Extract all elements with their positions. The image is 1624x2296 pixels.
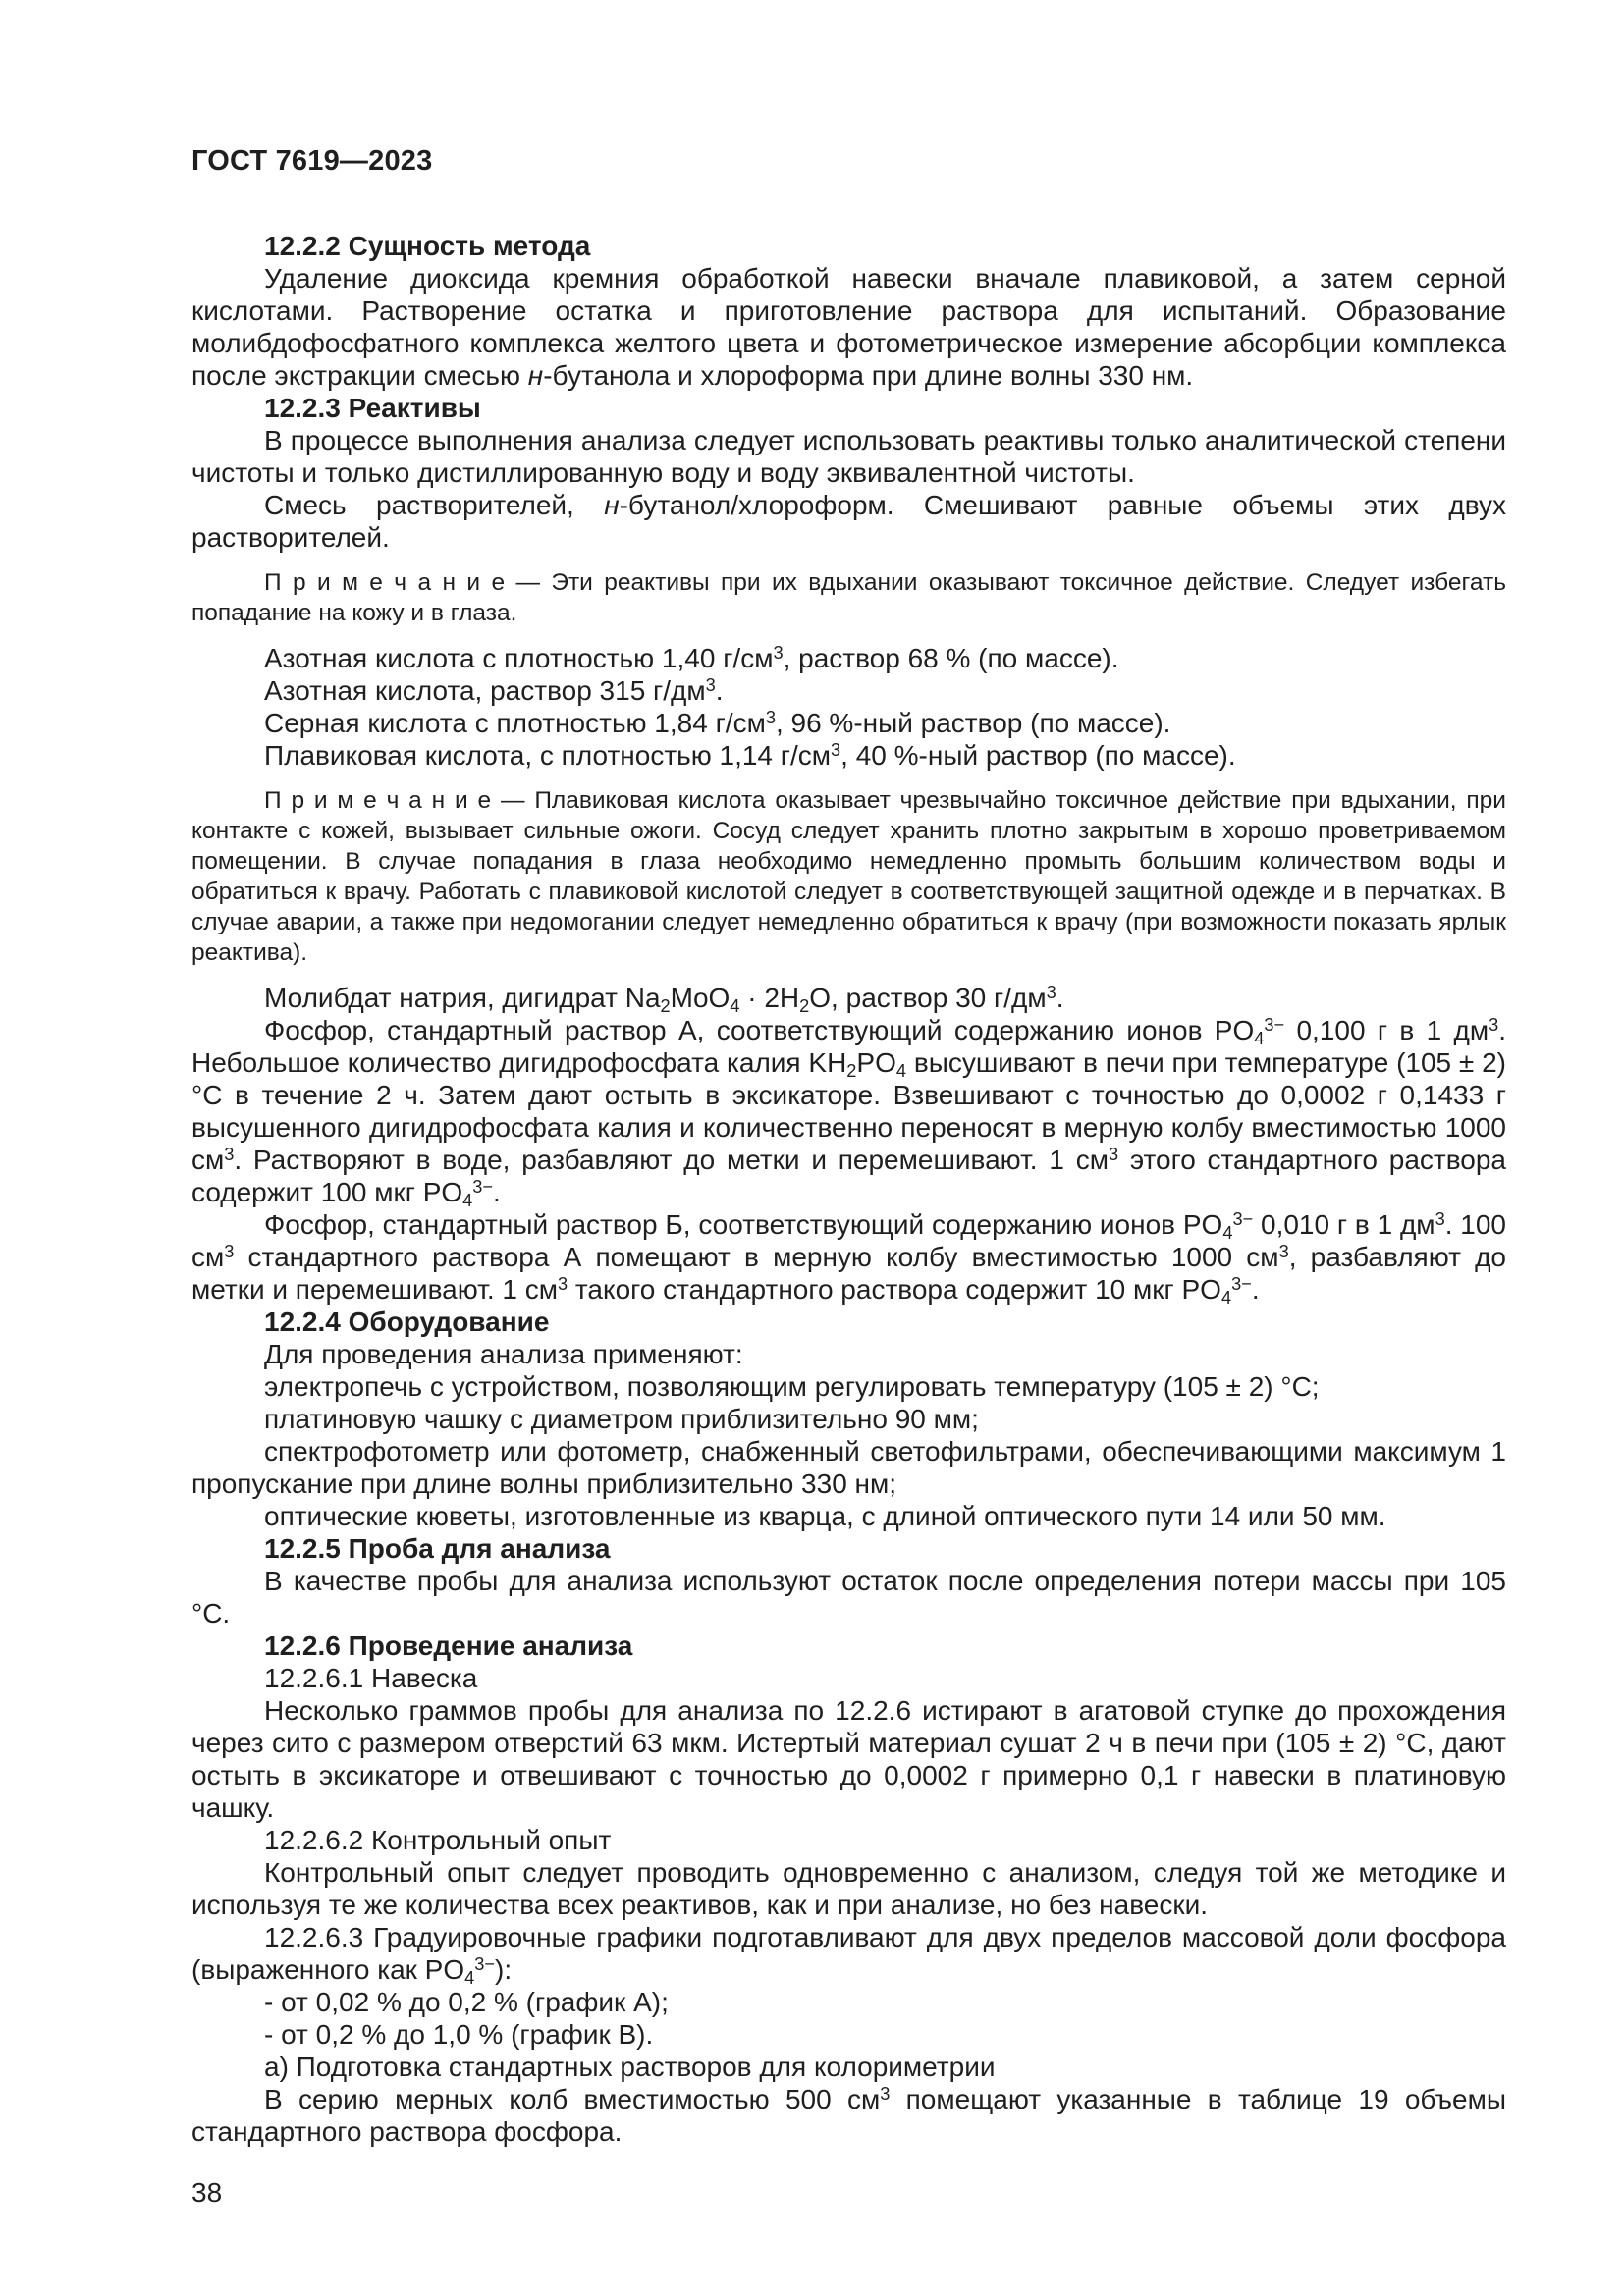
paragraph: [191, 1014, 1506, 1208]
text-run: Азотная кислота с плотностью 1,40 г/см: [264, 643, 774, 673]
paragraph: [191, 707, 1506, 739]
text-run: . Небольшое количество дигидрофосфата калия KH: [191, 1015, 1506, 1078]
paragraph: [191, 1824, 1506, 1856]
text-run: Серная кислота с плотностью 1,84 г/см: [264, 708, 766, 738]
text-run: 3−: [1232, 1208, 1254, 1229]
text-run: 4: [895, 1060, 907, 1081]
text-run: П р и м е ч а н и е — Плавиковая кислота оказывает чрезвычайно токсичное действие при вдыхании, при контакте с кожей, вызывает сильные ожоги. Сосуд следует хранить плотно закрытым в хорошо проветриваемом помещении. В случае попадания в глаза необходимо немедленно промыть большим количеством воды и обратиться к врачу. Работать с плавиковой кислотой следует в соответствующей защитной одежде и в перчатках. В случае аварии, а также при недомогании следует немедленно обратиться к врачу (при возможности показать ярлык реактива).: [191, 787, 1506, 966]
text-run: 3−: [1264, 1014, 1285, 1035]
text-run: 3: [1108, 1144, 1119, 1164]
text-run: электропечь с устройством, позволяющим регулировать температуру (105 ± 2) °С;: [264, 1371, 1320, 1402]
text-run: 3: [224, 1144, 235, 1164]
section-heading: [191, 1629, 1506, 1662]
text-run: 3−: [474, 1953, 496, 1974]
text-run: . 100 см: [191, 1209, 1506, 1272]
text-run: 12.2.3 Реактивы: [264, 393, 481, 423]
text-run: Молибдат натрия, дигидрат Na: [264, 983, 661, 1013]
text-run: П р и м е ч а н и е — Эти реактивы при их вдыхании оказывают токсичное действие. Следует избегать попадание на кожу и в глаза.: [191, 569, 1506, 626]
text-run: 3: [765, 707, 776, 727]
paragraph: [191, 982, 1506, 1014]
text-run: 3: [1278, 1241, 1289, 1261]
paragraph: [191, 1500, 1506, 1532]
text-run: .: [493, 1177, 501, 1207]
text-run: 3: [558, 1273, 568, 1294]
paragraph: [191, 1856, 1506, 1921]
paragraph: [191, 739, 1506, 772]
section-heading: [191, 392, 1506, 424]
text-run: В качестве пробы для анализа используют остаток после определения потери массы при 105 °С.: [191, 1566, 1506, 1629]
paragraph: [191, 1662, 1506, 1694]
text-run: Азотная кислота, раствор 315 г/дм: [264, 675, 706, 706]
text-run: 0,100 г в 1 дм: [1284, 1015, 1489, 1045]
text-run: 3: [773, 642, 784, 663]
paragraph: [191, 2051, 1506, 2083]
text-run: В процессе выполнения анализа следует использовать реактивы только аналитической степени чистоты и только дистиллированную воду и воду эквивалентной чистоты.: [191, 425, 1506, 488]
text-run: 4: [464, 1967, 475, 1988]
text-run: , разбавляют до метки и перемешивают. 1 см: [191, 1242, 1506, 1305]
paragraph: [191, 2083, 1506, 2148]
text-run: 12.2.6 Проведение анализа: [264, 1630, 633, 1661]
text-run: ):: [495, 1954, 513, 1985]
text-run: 2: [846, 1060, 857, 1081]
text-run: - от 0,02 % до 0,2 % (график А);: [264, 1987, 669, 2017]
text-run: оптические кюветы, изготовленные из кварца, с длиной оптического пути 14 или 50 мм.: [264, 1501, 1386, 1531]
text-run: .: [1251, 1274, 1260, 1305]
text-run: 12.2.2 Сущность метода: [264, 231, 591, 261]
text-run: 4: [462, 1190, 473, 1210]
text-run: н: [604, 490, 620, 520]
text-run: PO: [856, 1047, 896, 1078]
text-run: стандартного раствора А помещают в мерную колбу вместимостью 1000 см: [234, 1242, 1279, 1272]
paragraph: [191, 1338, 1506, 1370]
paragraph: [191, 2018, 1506, 2051]
text-run: .: [715, 675, 724, 706]
text-run: 3: [880, 2083, 891, 2104]
text-run: 3: [705, 674, 716, 695]
text-run: 12.2.4 Оборудование: [264, 1307, 550, 1337]
text-run: 12.2.6.1 Навеска: [264, 1663, 478, 1693]
text-run: помещают указанные в таблице 19 объемы стандартного раствора фосфора.: [191, 2084, 1506, 2147]
text-run: спектрофотометр или фотометр, снабженный светофильтрами, обеспечивающими максимум 1 пропускание при длине волны приблизительно 330 нм;: [191, 1436, 1506, 1499]
text-run: этого стандартного раствора содержит 100 мкг PO: [191, 1145, 1507, 1207]
text-run: -бутанола и хлороформа при длине волны 330 нм.: [543, 360, 1194, 391]
text-run: Фосфор, стандартный раствор А, соответствующий содержанию ионов PO: [264, 1015, 1255, 1045]
text-run: 12.2.6.2 Контрольный опыт: [264, 1825, 612, 1855]
text-run: .: [1056, 983, 1064, 1013]
paragraph: [191, 1208, 1506, 1306]
text-run: , 96 %-ный раствор (по массе).: [775, 708, 1171, 738]
text-run: Удаление диоксида кремния обработкой навески вначале плавиковой, а затем серной кислотами. Растворение остатка и приготовление раствора для испытаний. Образование молибдофосфатного комплекса желтого цвета и фотометрическое измерение абсорбции комплекса после экстракции смесью: [191, 263, 1506, 391]
text-run: 2: [660, 995, 671, 1016]
text-run: 3: [224, 1241, 235, 1261]
section-heading: [191, 230, 1506, 262]
text-run: · 2H: [739, 983, 800, 1013]
text-run: а) Подготовка стандартных растворов для колориметрии: [264, 2052, 996, 2082]
text-run: 12.2.6.3 Градуировочные графики подготавливают для двух пределов массовой доли фосфора (выраженного как PO: [191, 1922, 1506, 1985]
document-header: ГОСТ 7619—2023: [191, 145, 433, 177]
text-run: Смесь растворителей,: [264, 490, 605, 520]
paragraph: [191, 1986, 1506, 2018]
text-run: 3−: [472, 1176, 494, 1197]
paragraph: [191, 489, 1506, 554]
text-run: - от 0,2 % до 1,0 % (график В).: [264, 2019, 654, 2050]
text-run: такого стандартного раствора содержит 10 мкг PO: [568, 1274, 1221, 1305]
paragraph: [191, 1403, 1506, 1435]
text-run: 0,010 г в 1 дм: [1253, 1209, 1435, 1240]
text-run: 4: [1222, 1222, 1233, 1243]
text-run: O, раствор 30 г/дм: [809, 983, 1047, 1013]
text-run: Плавиковая кислота, с плотностью 1,14 г/см: [264, 740, 832, 771]
page-number: 38: [191, 2177, 223, 2208]
text-run: . Растворяют в воде, разбавляют до метки и перемешивают. 1 см: [234, 1145, 1109, 1175]
text-run: 4: [1254, 1028, 1265, 1048]
text-run: н: [527, 360, 544, 391]
text-run: -бутанол/хлороформ. Смешивают равные объемы этих двух растворителей.: [191, 490, 1506, 553]
text-run: 12.2.5 Проба для анализа: [264, 1533, 611, 1564]
text-run: Фосфор, стандартный раствор Б, соответствующий содержанию ионов PO: [264, 1209, 1223, 1240]
text-run: 3−: [1231, 1273, 1252, 1294]
text-run: 3: [831, 739, 841, 760]
paragraph: [191, 1565, 1506, 1629]
paragraph: [191, 424, 1506, 489]
section-heading: [191, 1306, 1506, 1338]
paragraph: [191, 1435, 1506, 1500]
text-run: , раствор 68 % (по массе).: [783, 643, 1119, 673]
document-body: [191, 230, 1506, 2148]
paragraph: [191, 1694, 1506, 1824]
text-run: 2: [799, 995, 810, 1016]
text-run: , 40 %-ный раствор (по массе).: [840, 740, 1236, 771]
text-run: 3: [1435, 1208, 1445, 1229]
text-run: В серию мерных колб вместимостью 500 см: [264, 2084, 881, 2114]
text-run: MoO: [670, 983, 731, 1013]
text-run: платиновую чашку с диаметром приблизительно 90 мм;: [264, 1404, 979, 1434]
paragraph: [191, 642, 1506, 674]
text-run: Для проведения анализа применяют:: [264, 1339, 743, 1369]
note-paragraph: [191, 785, 1506, 968]
text-run: Контрольный опыт следует проводить одновременно с анализом, следуя той же методике и используя те же количества всех реактивов, как и при анализе, но без навески.: [191, 1857, 1506, 1920]
text-run: 3: [1046, 982, 1056, 1002]
paragraph: [191, 262, 1506, 392]
text-run: высушивают в печи при температуре (105 ± 2) °С в течение 2 ч. Затем дают остыть в эксикаторе. Взвешивают с точностью до 0,0002 г 0,1433 г высушенного дигидрофосфата калия и количественно переносят в мерную колбу вместимостью 1000 см: [191, 1047, 1506, 1175]
section-heading: [191, 1532, 1506, 1565]
paragraph: [191, 674, 1506, 707]
text-run: Несколько граммов пробы для анализа по 12.2.6 истирают в агатовой ступке до прохождения через сито с размером отверстий 63 мкм. Истертый материал сушат 2 ч в печи при (105 ± 2) °С, дают остыть в эксикаторе и отвешивают с точностью до 0,0002 г примерно 0,1 г навески в платиновую чашку.: [191, 1695, 1506, 1823]
paragraph: [191, 1370, 1506, 1403]
note-paragraph: [191, 567, 1506, 628]
text-run: 4: [1220, 1287, 1232, 1308]
text-run: 4: [730, 995, 740, 1016]
text-run: 3: [1489, 1014, 1499, 1035]
paragraph: [191, 1921, 1506, 1986]
